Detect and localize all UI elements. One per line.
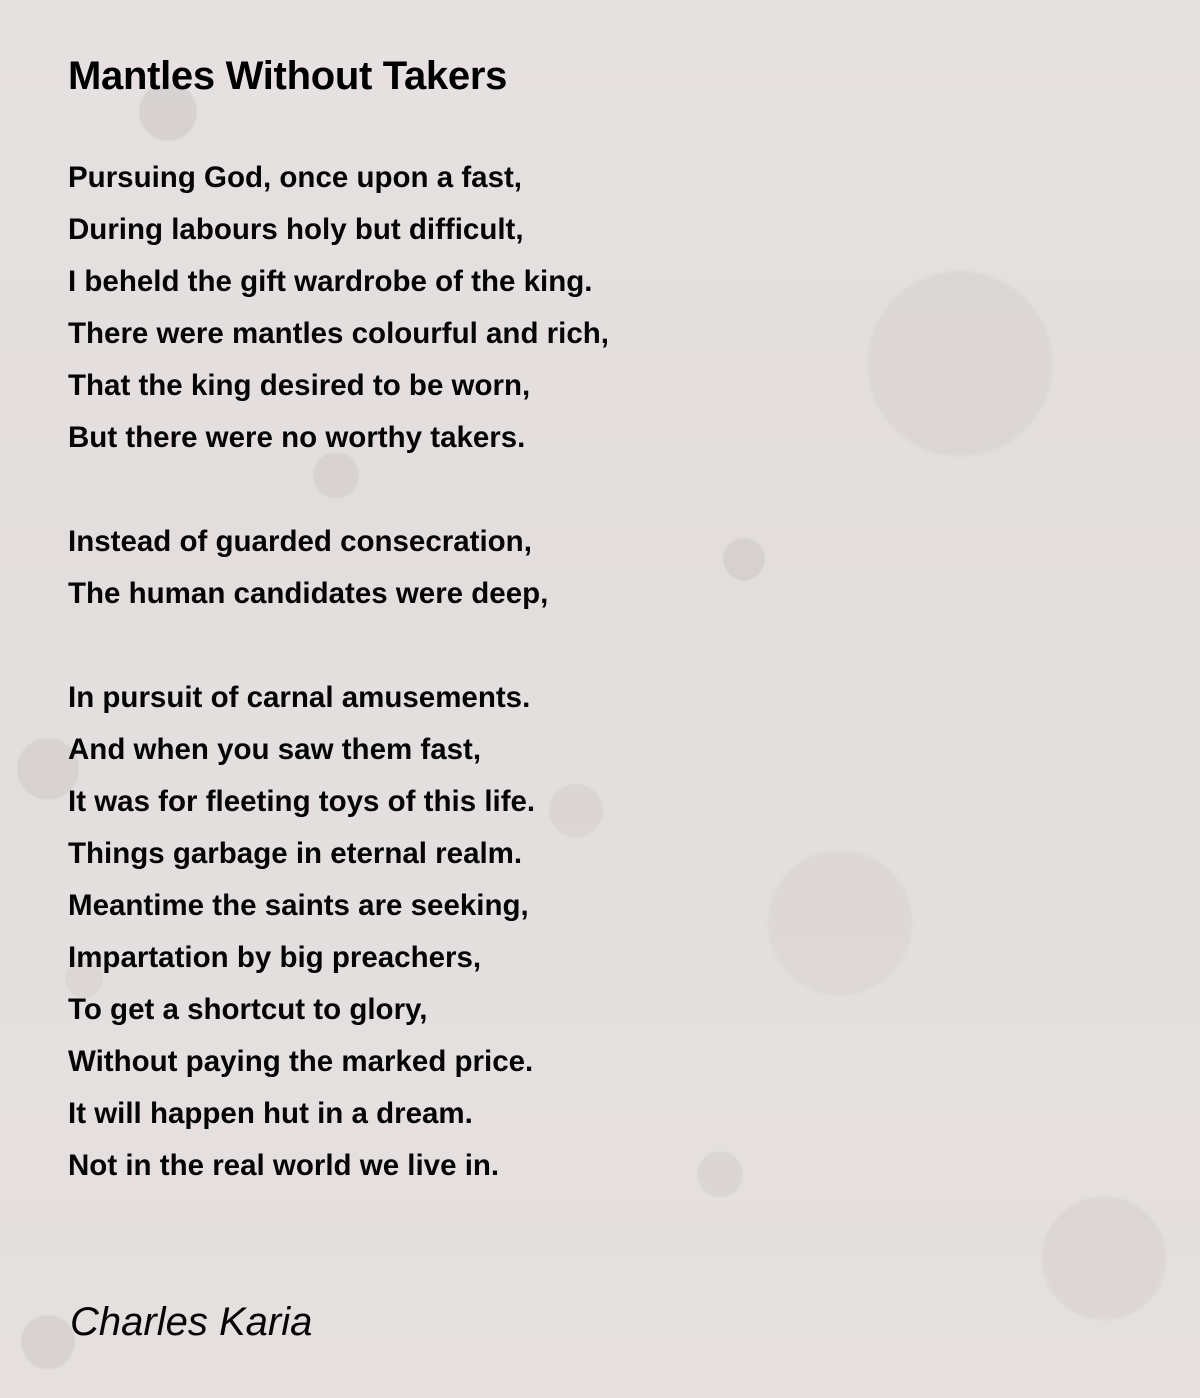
poem-line: The human candidates were deep,	[68, 577, 549, 610]
poem-line: Impartation by big preachers,	[68, 941, 482, 974]
poem-line: In pursuit of carnal amusements.	[68, 681, 531, 714]
poem-line: And when you saw them fast,	[68, 733, 482, 766]
poem-body	[68, 152, 968, 1192]
poem-line: It was for fleeting toys of this life.	[68, 785, 536, 818]
poem-line: To get a shortcut to glory,	[68, 993, 428, 1026]
stanza-1	[68, 152, 968, 464]
poem-line: Meantime the saints are seeking,	[68, 889, 529, 922]
poem-line: There were mantles colourful and rich,	[68, 317, 609, 350]
poem-line: Without paying the marked price.	[68, 1045, 534, 1078]
poem-line: That the king desired to be worn,	[68, 369, 531, 402]
poem-line: It will happen hut in a dream.	[68, 1097, 473, 1130]
poem-line: I beheld the gift wardrobe of the king.	[68, 265, 593, 298]
poem-title: Mantles Without Takers	[68, 54, 508, 98]
poem-line: Things garbage in eternal realm.	[68, 837, 523, 870]
poem-line: Pursuing God, once upon a fast,	[68, 161, 522, 194]
poem-line: But there were no worthy takers.	[68, 421, 526, 454]
poem-line: During labours holy but difficult,	[68, 213, 524, 246]
poem-author: Charles Karia	[70, 1300, 313, 1344]
poem-line: Not in the real world we live in.	[68, 1149, 500, 1182]
stanza-2	[68, 516, 968, 620]
poem-line: Instead of guarded consecration,	[68, 525, 532, 558]
stanza-3	[68, 672, 968, 1192]
